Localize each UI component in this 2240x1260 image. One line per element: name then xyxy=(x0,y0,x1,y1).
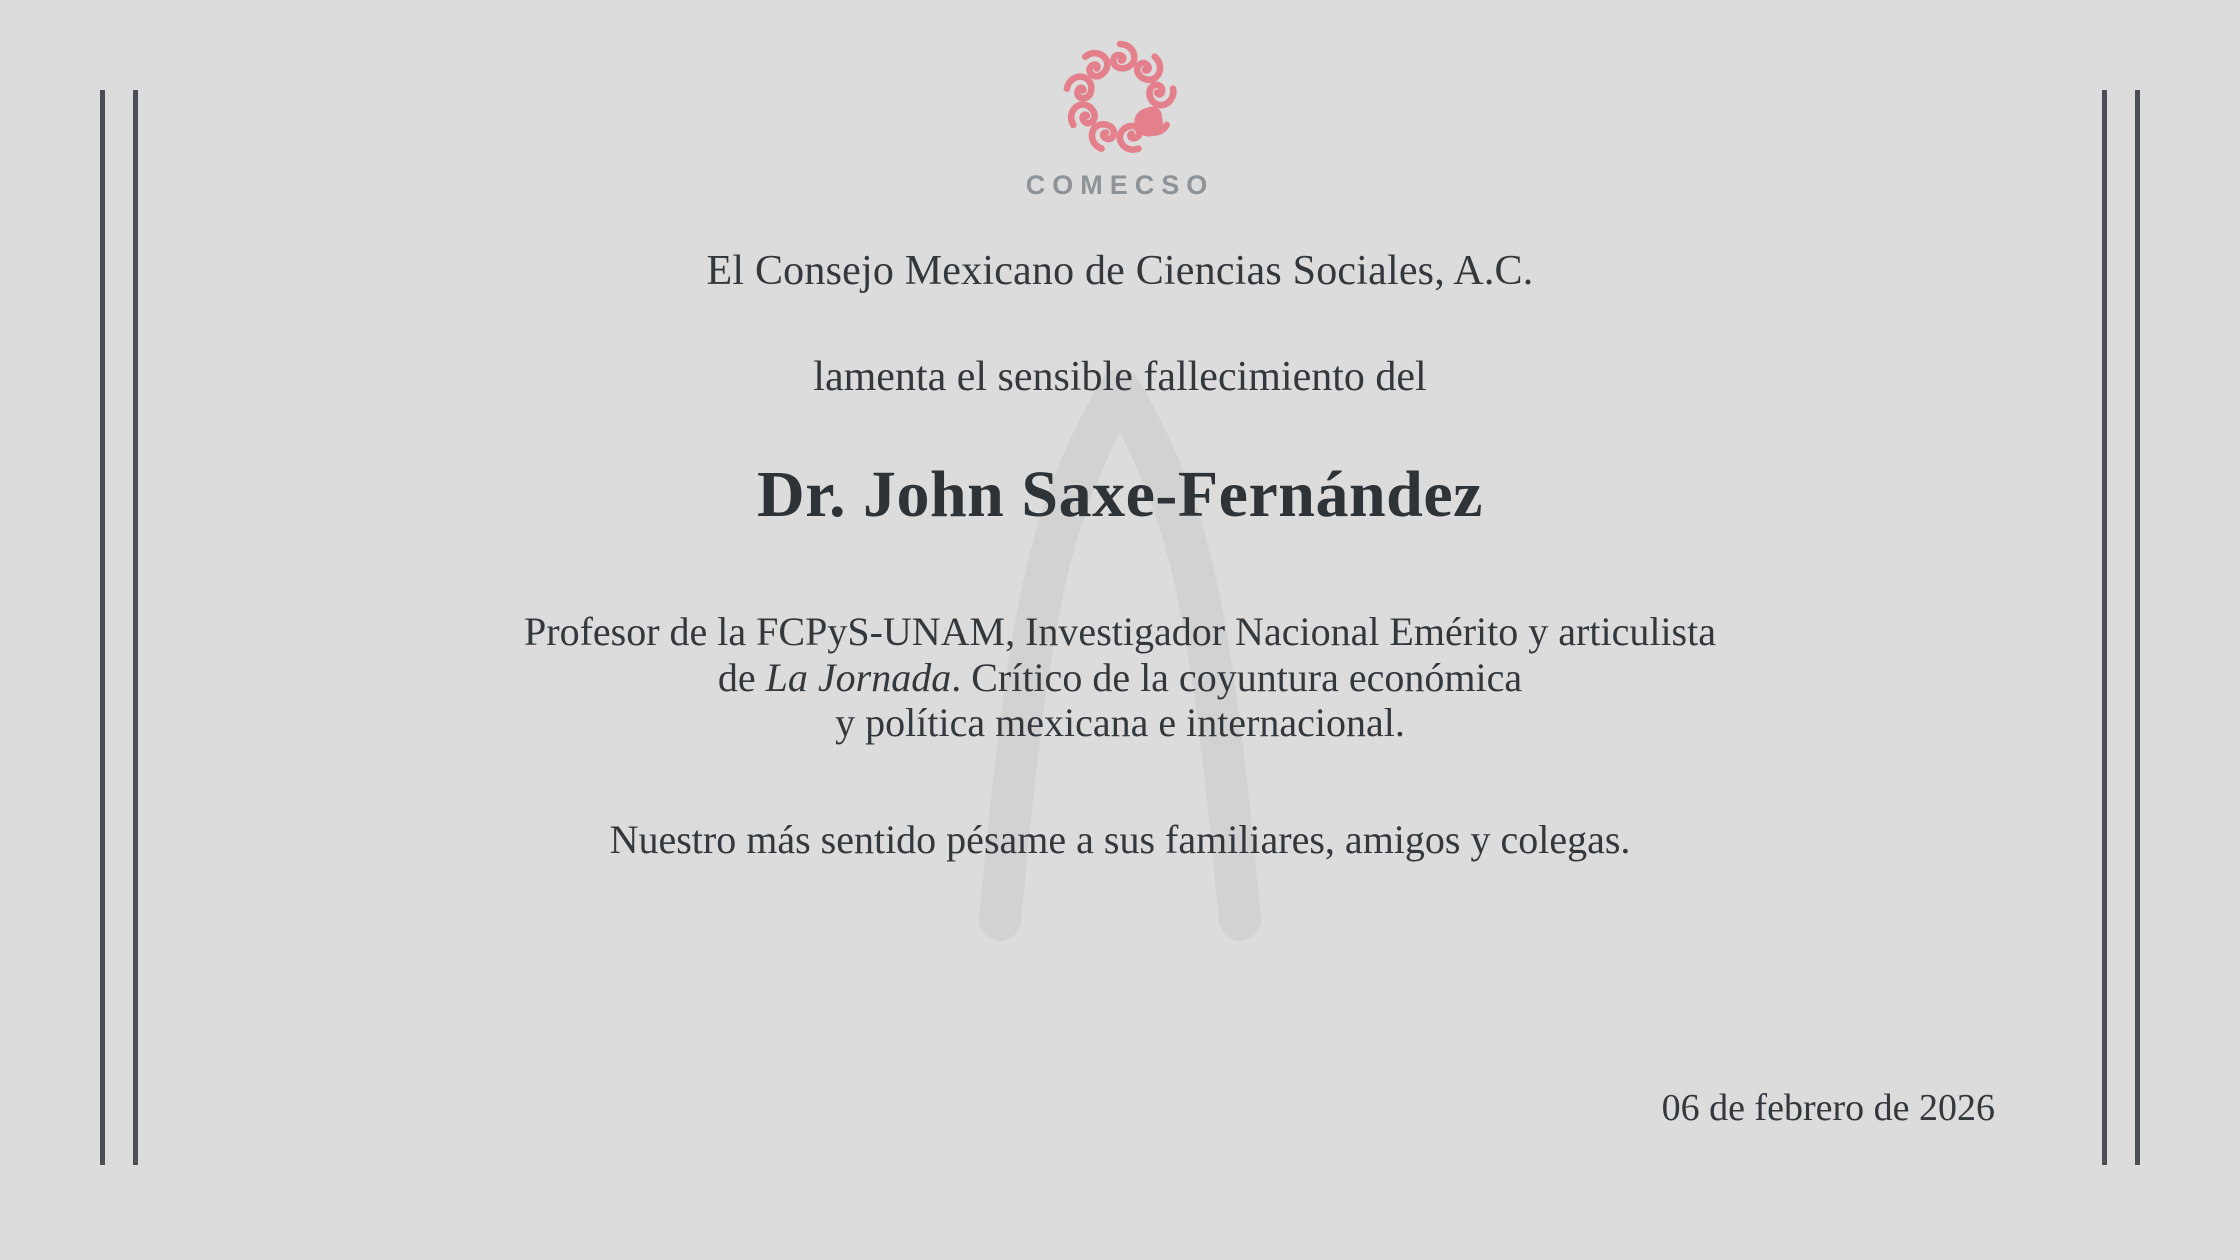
brand-logo xyxy=(1026,32,1215,201)
bio-line-3: y política mexicana e internacional. xyxy=(835,700,1405,746)
bio-line-1: Profesor de la FCPyS-UNAM, Investigador Nacional Emérito y articulista xyxy=(524,609,1716,654)
organization-line: El Consejo Mexicano de Ciencias Sociales, A.C. xyxy=(706,248,1534,294)
brand-wordmark: COMECSO xyxy=(1025,170,1215,200)
bio-line-2 xyxy=(524,655,1716,701)
bio-line-2-prefix: de xyxy=(717,654,766,700)
bio-line-2-suffix: . Crítico de la coyuntura económica xyxy=(951,654,1523,700)
comecso-floral-circle-logo-icon xyxy=(1054,32,1186,164)
notice-date: 06 de febrero de 2026 xyxy=(1661,1087,1995,1129)
publication-title: La Jornada xyxy=(765,654,952,700)
condolence-line: Nuestro más sentido pésame a sus familiares, amigos y colegas. xyxy=(609,816,1631,862)
lament-line: lamenta el sensible fallecimiento del xyxy=(813,354,1427,400)
honoree-name: Dr. John Saxe-Fernández xyxy=(757,458,1483,531)
biography-block xyxy=(524,609,1716,746)
